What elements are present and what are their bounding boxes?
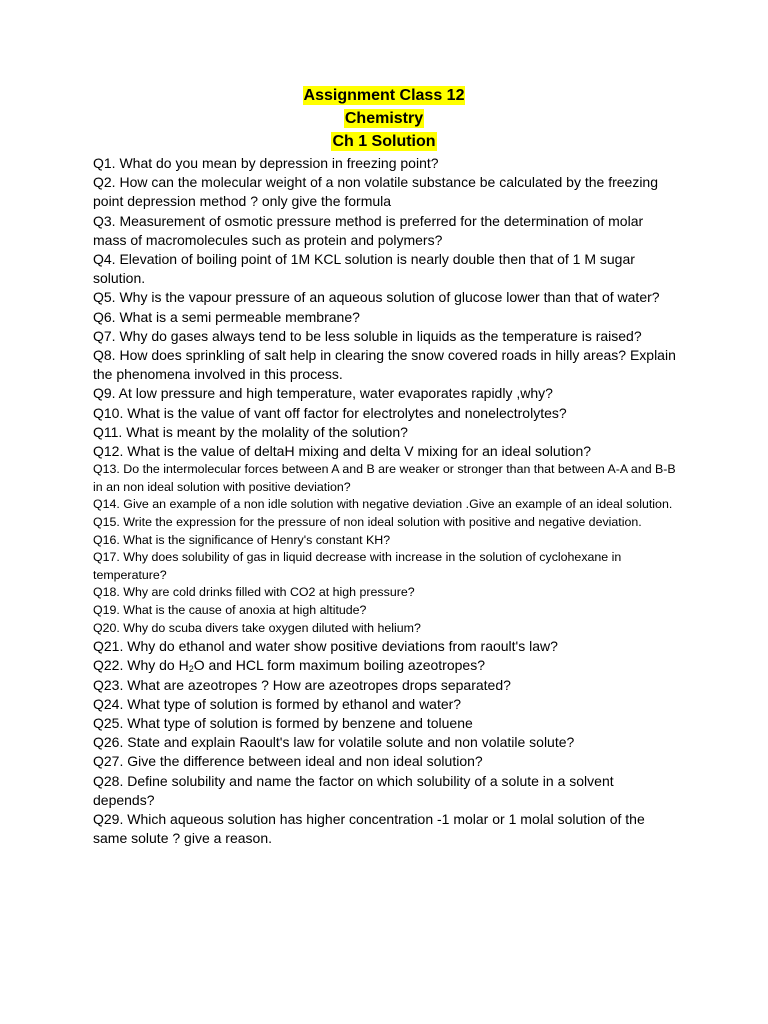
- question-16: Q16. What is the significance of Henry's constant KH?: [93, 532, 391, 547]
- question-22-subscript: 2: [188, 664, 194, 675]
- question-21: Q21. Why do ethanol and water show positive deviations from raoult's law?: [93, 638, 558, 655]
- document-header: [0, 86, 768, 155]
- question-22: [93, 656, 678, 675]
- question-24: Q24. What type of solution is formed by ethanol and water?: [93, 695, 462, 712]
- question-25: Q25. What type of solution is formed by benzene and toluene: [93, 715, 473, 731]
- question-29: Q29. Which aqueous solution has higher concentration -1 molar or 1 molal solution of the same solute ? give a reason.: [93, 811, 645, 847]
- question-14: Q14. Give an example of a non idle solution with negative deviation .Give an example of an ideal solution.: [93, 497, 673, 512]
- question-8: Q8. How does sprinkling of salt help in clearing the snow covered roads in hilly areas? Explain the phenomena involved in this process.: [93, 347, 676, 383]
- question-19: Q19. What is the cause of anoxia at high altitude?: [93, 603, 367, 617]
- question-22-before: Q22. Why do H: [93, 657, 189, 674]
- question-27: Q27. Give the difference between ideal and non ideal solution?: [93, 753, 483, 770]
- question-22-after: O and HCL form maximum boiling azeotropes?: [193, 657, 485, 674]
- question-6: Q6. What is a semi permeable membrane?: [93, 308, 360, 325]
- question-12: Q12. What is the value of deltaH mixing and delta V mixing for an ideal solution?: [93, 443, 592, 460]
- chapter-title: Ch 1 Solution: [332, 133, 436, 150]
- question-11: Q11. What is meant by the molality of the solution?: [93, 423, 408, 440]
- question-3: Q3. Measurement of osmotic pressure method is preferred for the determination of molar mass of macromolecules such as protein and polymers?: [93, 212, 644, 248]
- question-18: Q18. Why are cold drinks filled with CO2 at high pressure?: [93, 585, 415, 600]
- question-list: [93, 154, 678, 848]
- question-9: Q9. At low pressure and high temperature, water evaporates rapidly ,why?: [93, 385, 553, 402]
- question-10: Q10. What is the value of vant off factor for electrolytes and nonelectrolytes?: [93, 404, 567, 421]
- assignment-title: Assignment Class 12: [303, 87, 465, 104]
- question-17: Q17. Why does solubility of gas in liquid decrease with increase in the solution of cyclohexane in temperature?: [93, 550, 622, 582]
- question-1: Q1. What do you mean by depression in freezing point?: [93, 155, 439, 171]
- question-15: Q15. Write the expression for the pressure of non ideal solution with positive and negative deviation.: [93, 515, 642, 530]
- subject-title: Chemistry: [344, 110, 424, 127]
- question-23: Q23. What are azeotropes ? How are azeotropes drops separated?: [93, 676, 511, 693]
- question-2: Q2. How can the molecular weight of a non volatile substance be calculated by the freezing point depression method ? only give the formula: [93, 174, 658, 210]
- question-4: Q4. Elevation of boiling point of 1M KCL solution is nearly double then that of 1 M sugar solution.: [93, 251, 635, 287]
- question-7: Q7. Why do gases always tend to be less soluble in liquids as the temperature is raised?: [93, 327, 642, 344]
- question-28: Q28. Define solubility and name the factor on which solubility of a solute in a solvent depends?: [93, 772, 614, 808]
- question-26: Q26. State and explain Raoult's law for volatile solute and non volatile solute?: [93, 734, 575, 751]
- question-20: Q20. Why do scuba divers take oxygen diluted with helium?: [93, 620, 421, 635]
- question-13: Q13. Do the intermolecular forces between A and B are weaker or stronger than that between A-A and B-B in an non ideal solution with positive deviation?: [93, 462, 676, 494]
- question-5: Q5. Why is the vapour pressure of an aqueous solution of glucose lower than that of water?: [93, 289, 660, 306]
